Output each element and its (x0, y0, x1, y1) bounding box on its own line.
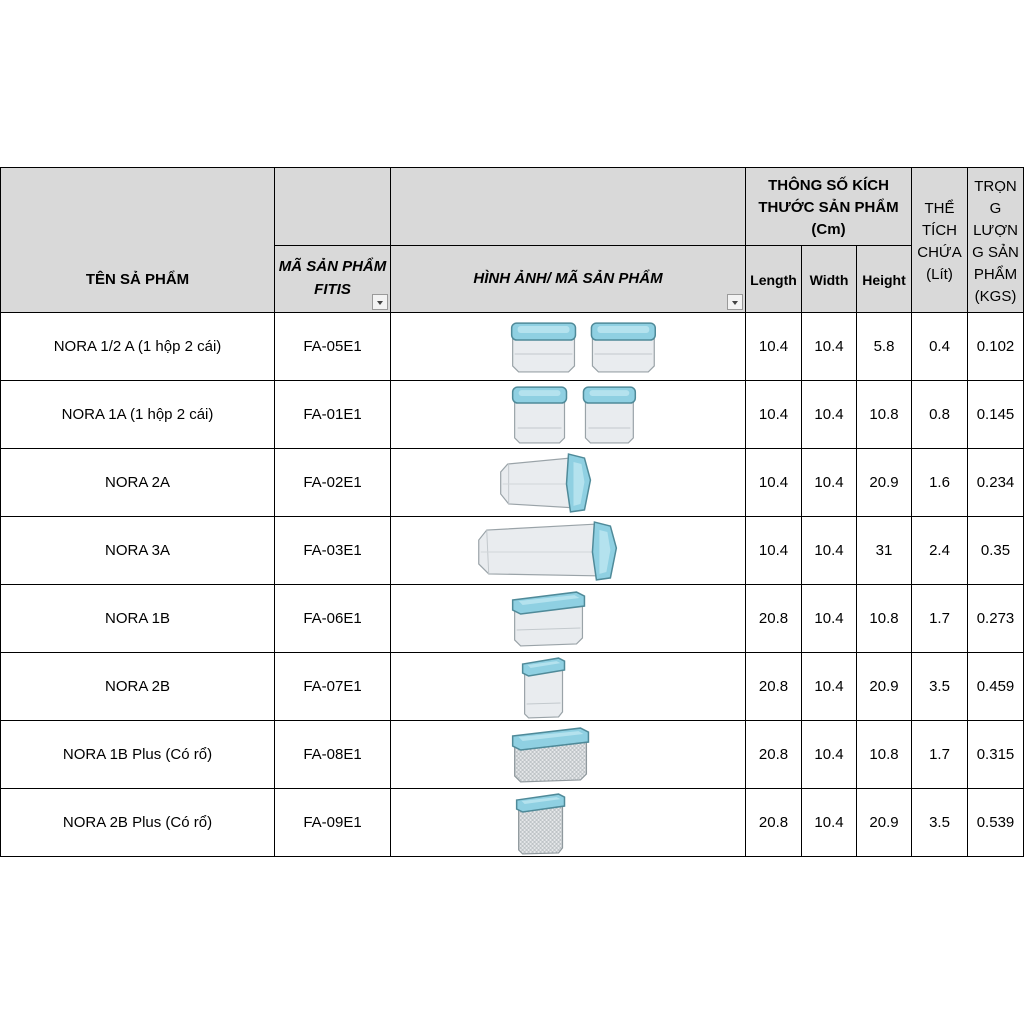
tall-basket-container-icon (391, 789, 746, 857)
table-row (0, 653, 1024, 721)
row-code: FA-03E1 (275, 517, 391, 585)
product-spec-table (0, 167, 1024, 857)
row-volume: 0.8 (912, 381, 968, 449)
row-height: 31 (857, 517, 912, 585)
row-name: NORA 3A (0, 517, 275, 585)
header-dims-line3: (Cm) (811, 221, 846, 238)
header-dims-line1: THÔNG SỐ KÍCH (768, 177, 889, 194)
row-volume: 3.5 (912, 789, 968, 857)
table-row (0, 449, 1024, 517)
row-name: NORA 1B (0, 585, 275, 653)
header-length-cell (746, 245, 802, 313)
table-row (0, 721, 1024, 789)
row-length: 10.4 (746, 381, 802, 449)
row-width: 10.4 (802, 313, 857, 381)
header-code-line2: FITIS (314, 281, 351, 298)
table-row (0, 517, 1024, 585)
row-width: 10.4 (802, 653, 857, 721)
header-weight-line6: (KGS) (974, 288, 1017, 305)
header-name-cell (0, 167, 275, 313)
row-code: FA-05E1 (275, 313, 391, 381)
table-row (0, 381, 1024, 449)
header-code-cell (275, 245, 391, 313)
row-width: 10.4 (802, 585, 857, 653)
header-volume-line3: CHỨA (917, 244, 962, 261)
table-row (0, 789, 1024, 857)
row-volume: 1.7 (912, 721, 968, 789)
header-weight-line4: G SẢN (972, 244, 1019, 261)
row-height: 10.8 (857, 585, 912, 653)
row-length: 10.4 (746, 313, 802, 381)
row-height: 20.9 (857, 789, 912, 857)
header-weight-line5: PHẨM (973, 266, 1018, 283)
row-height: 10.8 (857, 381, 912, 449)
row-name: NORA 1A (1 hộp 2 cái) (0, 381, 275, 449)
header-image: HÌNH ẢNH/ MÃ SẢN PHẨM (473, 270, 663, 287)
row-weight: 0.539 (968, 789, 1024, 857)
table-row (0, 585, 1024, 653)
row-weight: 0.145 (968, 381, 1024, 449)
header-volume-line2: TÍCH (922, 222, 957, 239)
row-code: FA-08E1 (275, 721, 391, 789)
two-square-containers-icon (391, 381, 746, 449)
row-length: 20.8 (746, 789, 802, 857)
tall-rectangular-container-icon (391, 653, 746, 721)
row-weight: 0.315 (968, 721, 1024, 789)
row-width: 10.4 (802, 721, 857, 789)
header-height: Height (862, 272, 906, 288)
header-image-cell (391, 245, 746, 313)
row-name: NORA 2B (0, 653, 275, 721)
header-name: TÊN SẢ PHẨM (85, 271, 190, 288)
row-volume: 2.4 (912, 517, 968, 585)
row-code: FA-07E1 (275, 653, 391, 721)
rectangular-container-icon (391, 585, 746, 653)
header-code-line1: MÃ SẢN PHẨM (278, 258, 387, 275)
table-row (0, 313, 1024, 381)
row-code: FA-02E1 (275, 449, 391, 517)
header-dims-cell (746, 167, 912, 245)
header-image-top-cell (391, 167, 746, 245)
header-width: Width (809, 272, 849, 288)
row-volume: 1.6 (912, 449, 968, 517)
row-code: FA-06E1 (275, 585, 391, 653)
row-length: 20.8 (746, 721, 802, 789)
tall-container-lying-icon (391, 449, 746, 517)
row-length: 20.8 (746, 653, 802, 721)
row-code: FA-09E1 (275, 789, 391, 857)
row-volume: 1.7 (912, 585, 968, 653)
row-name: NORA 1/2 A (1 hộp 2 cái) (0, 313, 275, 381)
row-weight: 0.234 (968, 449, 1024, 517)
row-height: 20.9 (857, 449, 912, 517)
row-weight: 0.102 (968, 313, 1024, 381)
row-weight: 0.459 (968, 653, 1024, 721)
row-height: 5.8 (857, 313, 912, 381)
row-volume: 0.4 (912, 313, 968, 381)
header-weight-cell (968, 167, 1024, 313)
row-volume: 3.5 (912, 653, 968, 721)
row-length: 10.4 (746, 517, 802, 585)
header-weight-line2: G (989, 200, 1002, 217)
basket-container-icon (391, 721, 746, 789)
header-weight-line3: LƯỢN (973, 222, 1018, 239)
header-weight-line1: TRỌN (974, 178, 1017, 195)
image-filter-dropdown[interactable] (727, 294, 743, 310)
row-name: NORA 2A (0, 449, 275, 517)
row-height: 20.9 (857, 653, 912, 721)
row-code: FA-01E1 (275, 381, 391, 449)
header-volume-line4: (Lít) (926, 266, 953, 283)
header-width-cell (802, 245, 857, 313)
row-height: 10.8 (857, 721, 912, 789)
header-dims-line2: THƯỚC SẢN PHẨM (758, 199, 899, 216)
header-volume-cell (912, 167, 968, 313)
header-height-cell (857, 245, 912, 313)
row-name: NORA 1B Plus (Có rổ) (0, 721, 275, 789)
row-width: 10.4 (802, 381, 857, 449)
row-width: 10.4 (802, 517, 857, 585)
table-body (0, 313, 1024, 857)
two-short-square-containers-icon (391, 313, 746, 381)
row-width: 10.4 (802, 789, 857, 857)
extra-tall-container-lying-icon (391, 517, 746, 585)
row-name: NORA 2B Plus (Có rổ) (0, 789, 275, 857)
row-length: 10.4 (746, 449, 802, 517)
code-filter-dropdown[interactable] (372, 294, 388, 310)
header-volume-line1: THỂ (924, 200, 955, 217)
header-length: Length (750, 272, 797, 288)
row-length: 20.8 (746, 585, 802, 653)
header-code-top-cell (275, 167, 391, 245)
row-width: 10.4 (802, 449, 857, 517)
row-weight: 0.35 (968, 517, 1024, 585)
row-weight: 0.273 (968, 585, 1024, 653)
